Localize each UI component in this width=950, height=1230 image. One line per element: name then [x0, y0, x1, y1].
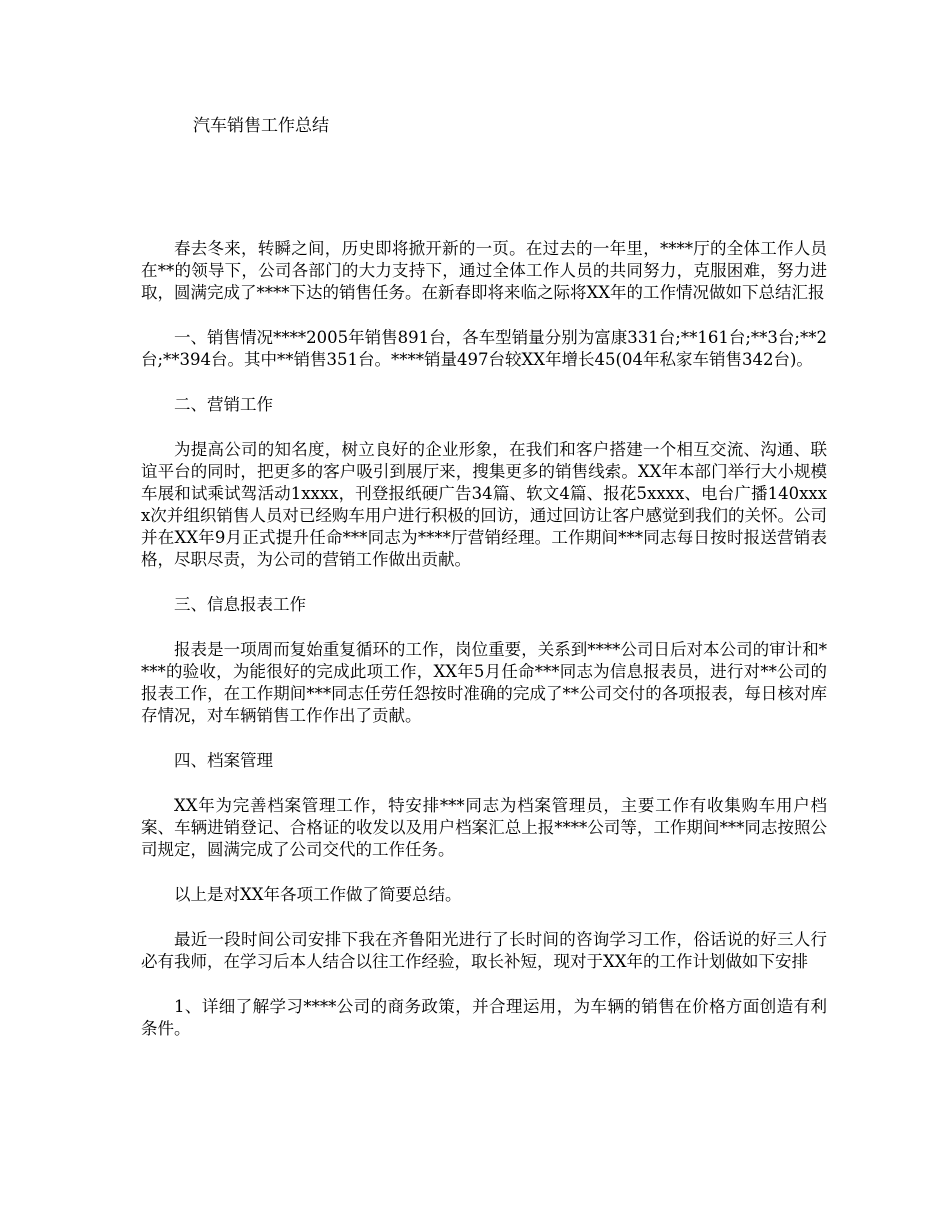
section-heading-archives: 四、档案管理: [174, 751, 273, 770]
intro-paragraph: 春去冬来，转瞬之间，历史即将掀开新的一页。在过去的一年里，****厅的全体工作人员在**的领导下，公司各部门的大力支持下，通过全体工作人员的共同努力，克服困难，努力进取，圆满完成了****下达的销售任务。在新春即将来临之际将XX年的工作情况做如下总结汇报: [141, 239, 827, 302]
document-title: 汽车销售工作总结: [193, 116, 329, 136]
document-body: [141, 238, 827, 1063]
section-heading-marketing: 二、营销工作: [174, 395, 273, 414]
archives-paragraph: XX年为完善档案管理工作，特安排***同志为档案管理员，主要工作有收集购车用户档案、车辆进销登记、合格证的收发以及用户档案汇总上报****公司等，工作期间***同志按照公司规定，圆满完成了公司交代的工作任务。: [141, 796, 827, 859]
summary-paragraph: 以上是对XX年各项工作做了简要总结。: [174, 885, 462, 904]
marketing-paragraph: 为提高公司的知名度，树立良好的企业形象，在我们和客户搭建一个相互交流、沟通、联谊平台的同时，把更多的客户吸引到展厅来，搜集更多的销售线索。XX年本部门举行大小规模车展和试乘试驾活动1xxxx，刊登报纸硬广告34篇、软文4篇、报花5xxxx、电台广播140xxxx次并组织销售人员对已经购车用户进行积极的回访，通过回访让客户感觉到我们的关怀。公司并在XX年9月正式提升任命***同志为****厅营销经理。工作期间***同志每日按时报送营销表格，尽职尽责，为公司的营销工作做出贡献。: [141, 440, 827, 569]
plan-item-1: 1、详细了解学习****公司的商务政策，并合理运用，为车辆的销售在价格方面创造有利条件。: [141, 997, 827, 1038]
sales-summary-paragraph: 一、销售情况****2005年销售891台，各车型销量分别为富康331台;**161台;**3台;**2台;**394台。其中**销售351台。****销量497台较XX年增长45(04年私家车销售342台)。: [141, 328, 827, 369]
study-paragraph: 最近一段时间公司安排下我在齐鲁阳光进行了长时间的咨询学习工作，俗话说的好三人行必有我师，在学习后本人结合以往工作经验，取长补短，现对于XX年的工作计划做如下安排: [141, 930, 827, 971]
reports-paragraph: 报表是一项周而复始重复循环的工作，岗位重要，关系到****公司日后对本公司的审计和****的验收，为能很好的完成此项工作，XX年5月任命***同志为信息报表员，进行对**公司的报表工作，在工作期间***同志任劳任怨按时准确的完成了**公司交付的各项报表，每日核对库存情况，对车辆销售工作作出了贡献。: [141, 640, 827, 725]
section-heading-reports: 三、信息报表工作: [174, 595, 306, 614]
